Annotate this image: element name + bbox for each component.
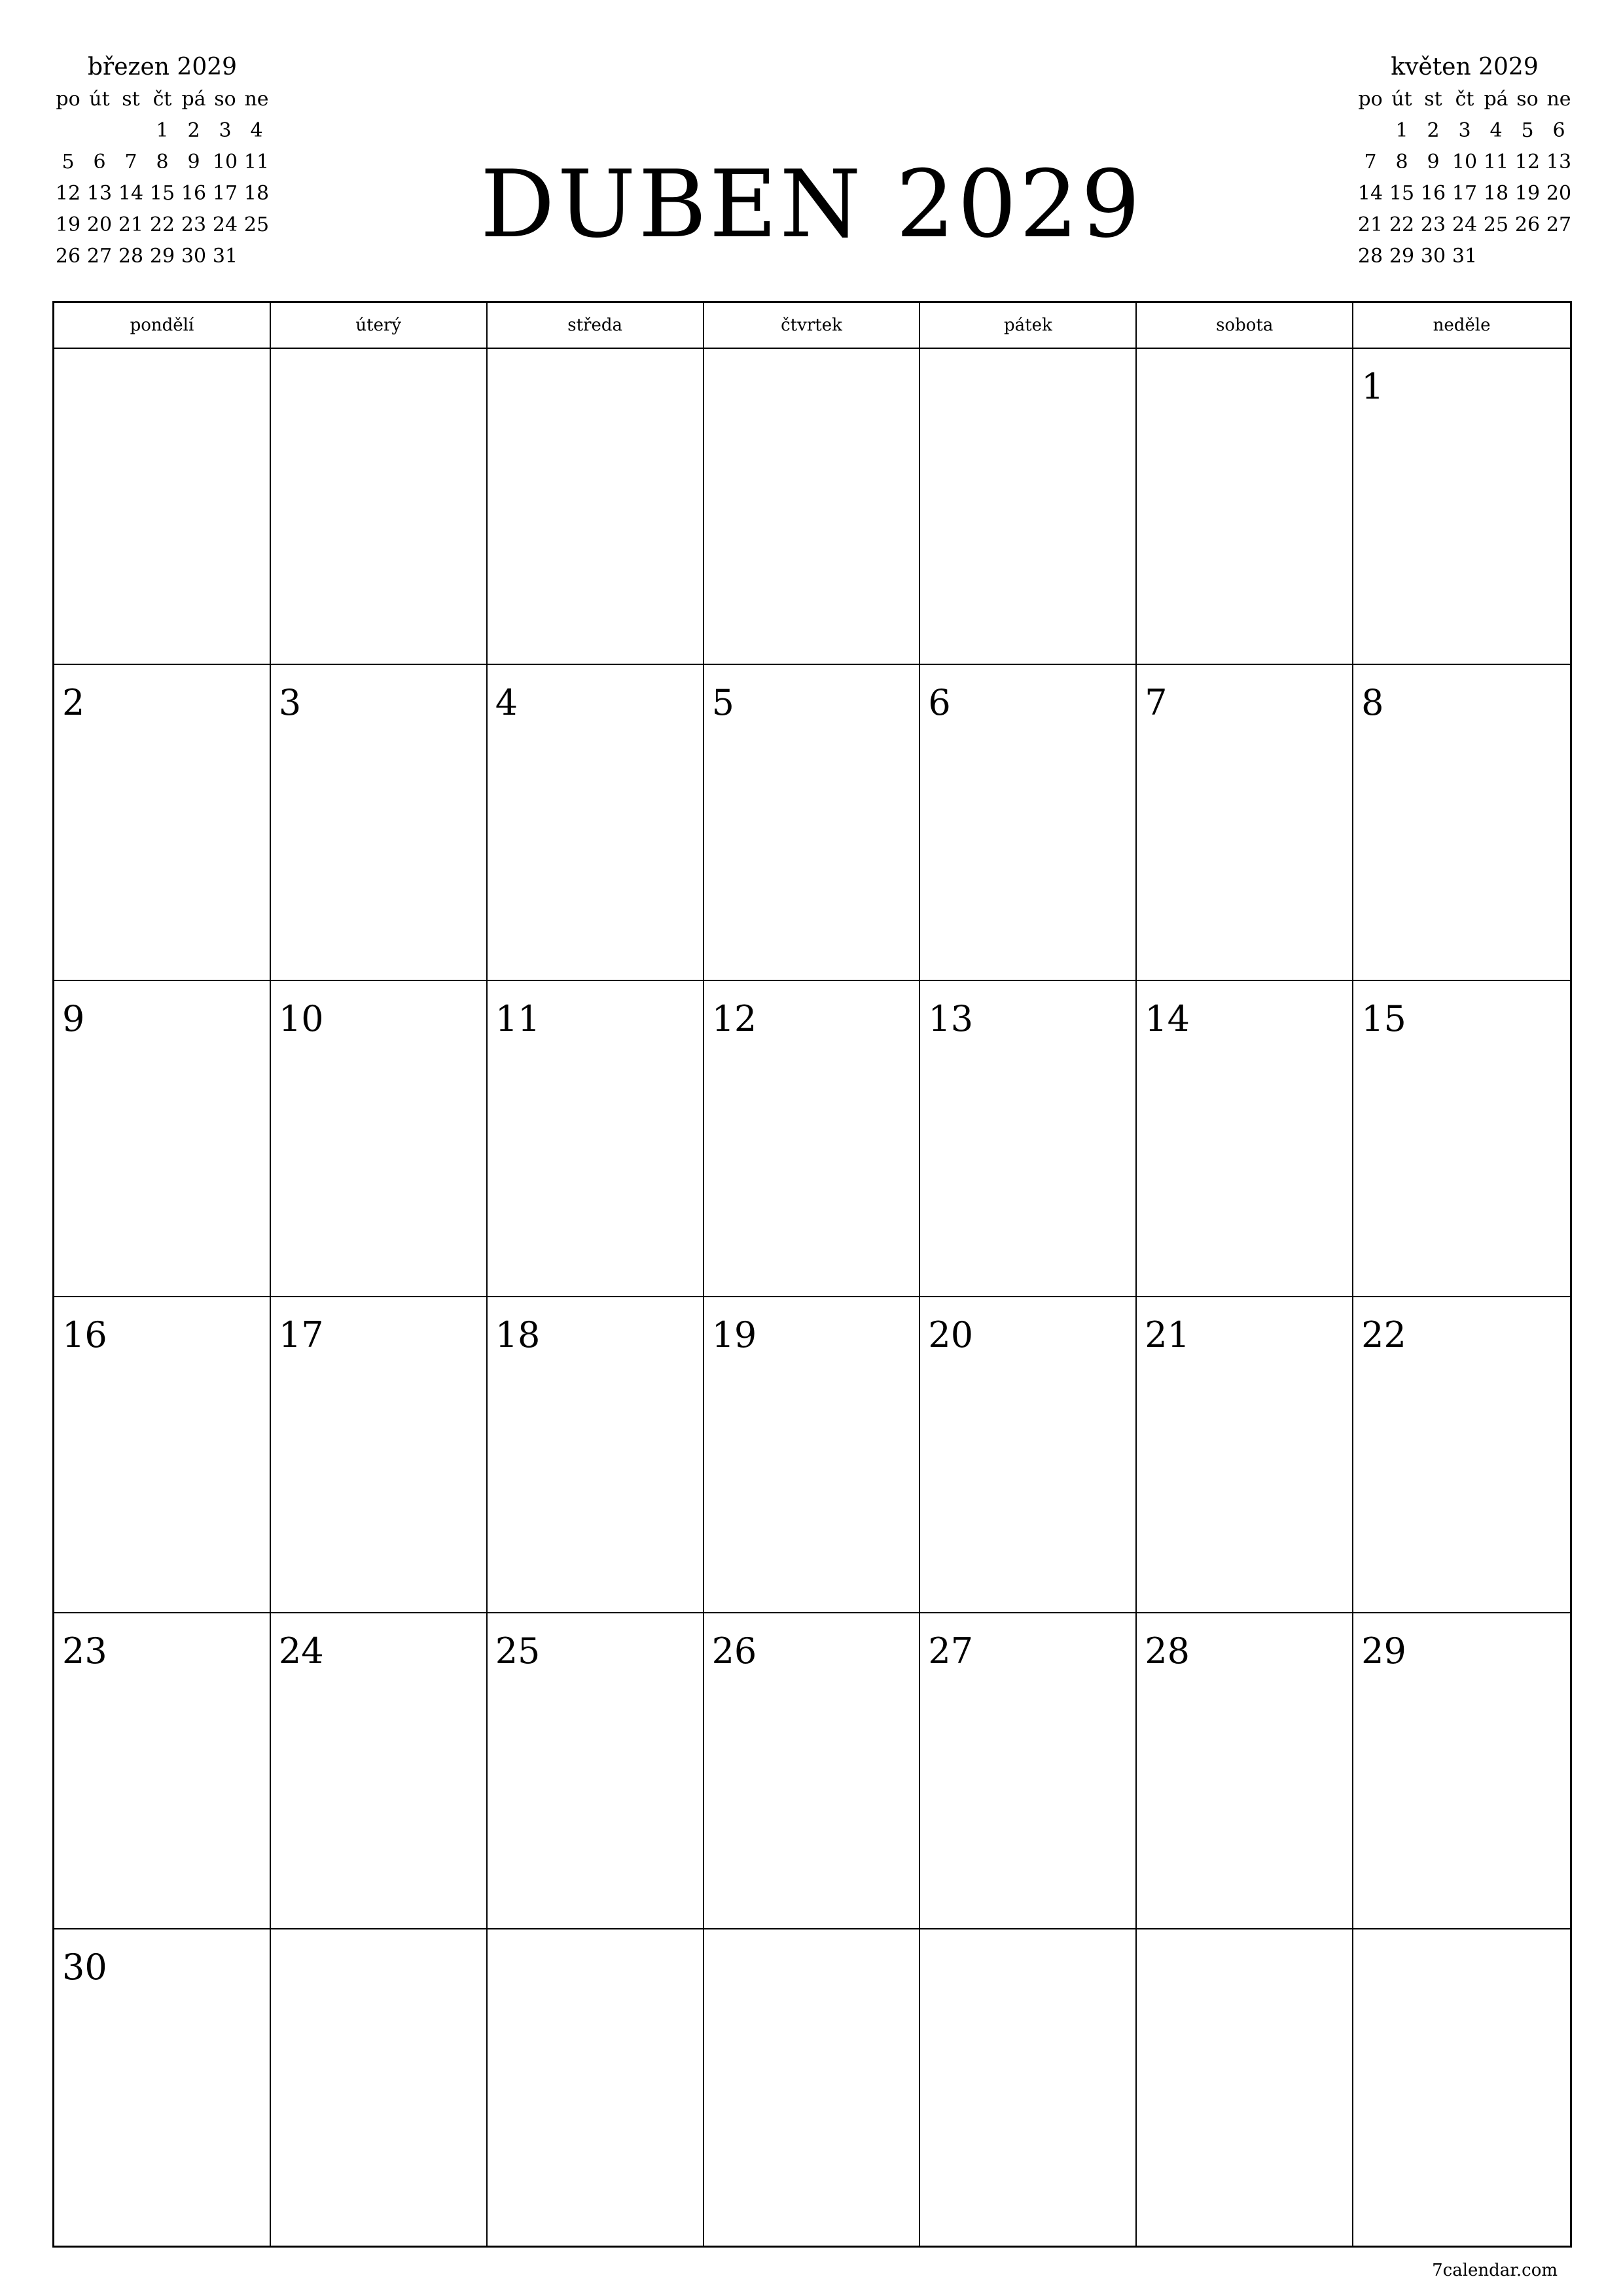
mini-day-number: 11 — [1483, 151, 1509, 173]
day-number: 5 — [711, 682, 734, 723]
day-number: 28 — [1145, 1630, 1190, 1672]
day-number: 14 — [1145, 998, 1190, 1039]
day-cell[interactable] — [920, 349, 1137, 665]
mini-day-number — [84, 115, 115, 147]
day-cell[interactable] — [920, 1929, 1137, 2246]
mini-day-number: 23 — [1420, 213, 1446, 236]
day-cell[interactable] — [704, 1929, 921, 2246]
mini-day-number: 17 — [1452, 182, 1478, 205]
mini-weekday-label: út — [1391, 88, 1412, 111]
day-number: 21 — [1145, 1314, 1190, 1355]
weekday-header: neděle — [1353, 303, 1570, 349]
mini-day-number: 14 — [118, 182, 144, 205]
mini-day-number: 19 — [1514, 182, 1541, 205]
mini-day-number — [1512, 241, 1543, 272]
mini-day-number: 24 — [1452, 213, 1478, 236]
day-cell[interactable] — [271, 981, 488, 1297]
mini-day-number: 11 — [243, 151, 270, 173]
mini-day-number: 23 — [181, 213, 207, 236]
mini-day-number: 20 — [86, 213, 113, 236]
mini-day-number: 22 — [1389, 213, 1415, 236]
day-cell[interactable] — [920, 1297, 1137, 1613]
day-cell[interactable] — [271, 1929, 488, 2246]
mini-calendar-title: březen 2029 — [87, 54, 238, 81]
day-cell[interactable] — [54, 349, 271, 665]
day-cell[interactable] — [488, 665, 704, 981]
day-number: 2 — [62, 682, 85, 723]
mini-weekday-label: po — [1358, 88, 1383, 111]
mini-day-number — [1480, 241, 1512, 272]
day-number: 9 — [62, 998, 85, 1039]
mini-day-number: 30 — [1420, 245, 1446, 268]
day-number: 18 — [495, 1314, 541, 1355]
mini-day-number: 2 — [187, 119, 200, 142]
day-number: 29 — [1361, 1630, 1406, 1672]
mini-day-number: 4 — [1489, 119, 1503, 142]
mini-weekday-label: so — [1516, 88, 1539, 111]
day-number: 8 — [1361, 682, 1384, 723]
day-cell[interactable] — [54, 1613, 271, 1929]
day-number: 19 — [711, 1314, 757, 1355]
mini-day-number: 20 — [1546, 182, 1572, 205]
mini-day-number: 7 — [124, 151, 137, 173]
mini-day-number: 15 — [149, 182, 175, 205]
day-cell[interactable] — [54, 665, 271, 981]
day-cell[interactable] — [488, 349, 704, 665]
weekday-header: pátek — [920, 303, 1137, 349]
day-number: 27 — [928, 1630, 974, 1672]
mini-day-number: 12 — [1514, 151, 1541, 173]
mini-day-number: 31 — [1452, 245, 1478, 268]
day-number: 6 — [928, 682, 951, 723]
day-number: 30 — [62, 1946, 107, 1988]
day-number: 23 — [62, 1630, 107, 1672]
mini-weekday-label: út — [89, 88, 110, 111]
month-grid — [52, 301, 1572, 2248]
mini-day-number: 5 — [1521, 119, 1534, 142]
mini-day-number: 21 — [1357, 213, 1383, 236]
mini-day-number: 25 — [1483, 213, 1509, 236]
mini-day-number: 17 — [212, 182, 238, 205]
page-title: DUBEN 2029 — [480, 151, 1143, 259]
mini-day-number: 6 — [1552, 119, 1565, 142]
weekday-header: úterý — [271, 303, 488, 349]
mini-day-number: 28 — [1357, 245, 1383, 268]
weekday-header: středa — [488, 303, 704, 349]
day-cell[interactable] — [488, 1613, 704, 1929]
mini-day-number: 28 — [118, 245, 144, 268]
mini-day-number: 21 — [118, 213, 144, 236]
mini-day-number: 12 — [55, 182, 81, 205]
weekday-header: pondělí — [54, 303, 271, 349]
mini-weekday-label: st — [122, 88, 140, 111]
mini-day-number: 29 — [149, 245, 175, 268]
day-cell[interactable] — [1137, 1297, 1353, 1613]
mini-weekday-label: čt — [1455, 88, 1474, 111]
day-cell[interactable] — [704, 349, 921, 665]
mini-day-number: 3 — [219, 119, 232, 142]
mini-day-number — [1355, 115, 1386, 147]
day-number: 12 — [711, 998, 757, 1039]
mini-day-number: 27 — [1546, 213, 1572, 236]
mini-day-number: 26 — [55, 245, 81, 268]
mini-weekday-label: so — [214, 88, 236, 111]
weekday-header: čtvrtek — [704, 303, 921, 349]
day-cell[interactable] — [1137, 981, 1353, 1297]
day-cell[interactable] — [488, 1297, 704, 1613]
day-cell[interactable] — [54, 981, 271, 1297]
day-number: 26 — [711, 1630, 757, 1672]
day-cell[interactable] — [920, 665, 1137, 981]
mini-day-number: 27 — [86, 245, 113, 268]
day-number: 1 — [1361, 366, 1384, 407]
mini-day-number: 8 — [156, 151, 169, 173]
mini-day-number: 8 — [1395, 151, 1408, 173]
day-number: 25 — [495, 1630, 541, 1672]
mini-day-number: 18 — [243, 182, 270, 205]
mini-day-number: 26 — [1514, 213, 1541, 236]
day-cell[interactable] — [1353, 1929, 1570, 2246]
mini-day-number: 24 — [212, 213, 238, 236]
mini-day-number: 14 — [1357, 182, 1383, 205]
day-cell[interactable] — [54, 1929, 271, 2246]
day-number: 20 — [928, 1314, 974, 1355]
mini-day-number: 15 — [1389, 182, 1415, 205]
day-cell[interactable] — [271, 1613, 488, 1929]
day-cell[interactable] — [704, 1613, 921, 1929]
mini-day-number — [52, 115, 84, 147]
mini-day-number: 31 — [212, 245, 238, 268]
day-number: 16 — [62, 1314, 107, 1355]
day-cell[interactable] — [271, 665, 488, 981]
mini-day-number: 13 — [1546, 151, 1572, 173]
mini-day-number: 29 — [1389, 245, 1415, 268]
day-cell[interactable] — [1353, 1613, 1570, 1929]
mini-day-number — [115, 115, 147, 147]
mini-day-number: 2 — [1427, 119, 1440, 142]
day-cell[interactable] — [271, 1297, 488, 1613]
mini-weekday-label: ne — [1546, 88, 1571, 111]
mini-day-number: 9 — [187, 151, 200, 173]
mini-day-number: 18 — [1483, 182, 1509, 205]
day-number: 13 — [928, 998, 974, 1039]
mini-day-number: 10 — [212, 151, 238, 173]
footer-credit: 7calendar.com — [1432, 2261, 1558, 2280]
mini-calendar-title: květen 2029 — [1391, 54, 1539, 81]
day-cell[interactable] — [488, 981, 704, 1297]
day-cell[interactable] — [704, 1297, 921, 1613]
day-number: 7 — [1145, 682, 1168, 723]
mini-day-number: 5 — [62, 151, 75, 173]
mini-day-number: 6 — [93, 151, 106, 173]
mini-calendar-next-month — [1355, 51, 1575, 272]
mini-weekday-label: pá — [181, 88, 206, 111]
day-cell[interactable] — [920, 1613, 1137, 1929]
day-number: 17 — [278, 1314, 324, 1355]
mini-day-number: 13 — [86, 182, 113, 205]
day-number: 15 — [1361, 998, 1406, 1039]
day-cell[interactable] — [1137, 1929, 1353, 2246]
day-number: 11 — [495, 998, 541, 1039]
mini-weekday-label: st — [1424, 88, 1442, 111]
day-cell[interactable] — [1353, 1297, 1570, 1613]
mini-day-number — [1543, 241, 1575, 272]
day-cell[interactable] — [1137, 1613, 1353, 1929]
mini-day-number: 16 — [181, 182, 207, 205]
day-number: 4 — [495, 682, 518, 723]
day-cell[interactable] — [1137, 665, 1353, 981]
day-cell[interactable] — [271, 349, 488, 665]
mini-day-number: 25 — [243, 213, 270, 236]
weekday-header: sobota — [1137, 303, 1353, 349]
mini-weekday-label: ne — [244, 88, 269, 111]
day-number: 24 — [278, 1630, 324, 1672]
day-cell[interactable] — [920, 981, 1137, 1297]
mini-day-number: 10 — [1452, 151, 1478, 173]
day-number: 10 — [278, 998, 324, 1039]
mini-day-number: 16 — [1420, 182, 1446, 205]
day-cell[interactable] — [704, 665, 921, 981]
mini-day-number: 1 — [156, 119, 169, 142]
mini-day-number: 3 — [1458, 119, 1471, 142]
mini-day-number: 4 — [250, 119, 263, 142]
day-cell[interactable] — [488, 1929, 704, 2246]
mini-day-number: 22 — [149, 213, 175, 236]
day-number: 3 — [278, 682, 302, 723]
mini-day-number: 30 — [181, 245, 207, 268]
day-cell[interactable] — [1353, 349, 1570, 665]
mini-calendar-grid — [1355, 84, 1575, 272]
day-number: 22 — [1361, 1314, 1406, 1355]
mini-weekday-label: pá — [1484, 88, 1508, 111]
day-cell[interactable] — [54, 1297, 271, 1613]
mini-day-number: 7 — [1364, 151, 1377, 173]
mini-day-number: 19 — [55, 213, 81, 236]
day-cell[interactable] — [704, 981, 921, 1297]
day-cell[interactable] — [1353, 665, 1570, 981]
mini-day-number: 9 — [1427, 151, 1440, 173]
day-cell[interactable] — [1353, 981, 1570, 1297]
mini-day-number: 1 — [1395, 119, 1408, 142]
mini-weekday-label: čt — [152, 88, 172, 111]
mini-weekday-label: po — [56, 88, 80, 111]
day-cell[interactable] — [1137, 349, 1353, 665]
